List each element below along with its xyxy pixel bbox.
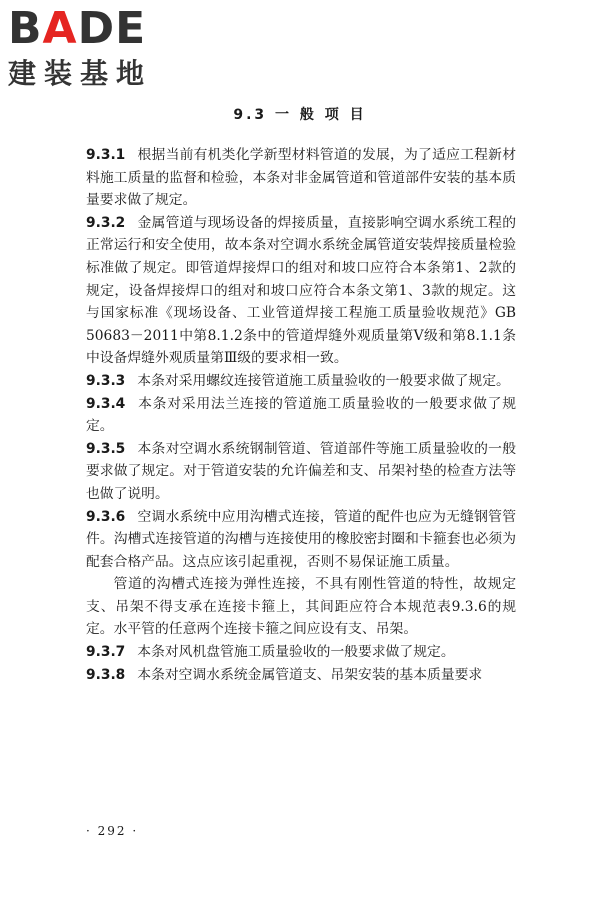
clause-text: 本条对空调水系统金属管道支、吊架安装的基本质量要求: [137, 666, 483, 683]
paragraph-9-3-5: [86, 438, 516, 506]
logo-letter-a: A: [42, 3, 78, 54]
logo-wordmark: [8, 3, 178, 54]
page-number: · 292 ·: [86, 824, 139, 838]
clause-number: 9.3.7: [86, 644, 126, 661]
document-body: [86, 144, 516, 686]
clause-number: 9.3.1: [86, 147, 126, 163]
paragraph-9-3-3: [86, 370, 516, 393]
clause-number: 9.3.4: [86, 395, 126, 412]
clause-number: 9.3.5: [86, 440, 126, 457]
clause-text: 本条对采用法兰连接的管道施工质量验收的一般要求做了规定。: [86, 395, 516, 435]
clause-text: 根据当前有机类化学新型材料管道的发展，为了适应工程新材料施工质量的监督和检验，本条对非金属管道和管道部件安装的基本质量要求做了规定。: [86, 147, 516, 209]
clause-number: 9.3.6: [86, 508, 126, 525]
clause-text: 本条对风机盘管施工质量验收的一般要求做了规定。: [137, 644, 455, 661]
paragraph-9-3-2: [86, 212, 516, 370]
clause-text: 本条对空调水系统钢制管道、管道部件等施工质量验收的一般要求做了规定。对于管道安装的允许偏差和支、吊架衬垫的检查方法等也做了说明。: [86, 440, 516, 502]
logo-letters-de: DE: [77, 3, 147, 54]
paragraph-9-3-4: [86, 393, 516, 438]
logo-tagline: 建装基地: [8, 57, 153, 90]
clause-number: 9.3.3: [86, 372, 126, 389]
clause-text: 空调水系统中应用沟槽式连接，管道的配件也应为无缝钢管管件。沟槽式连接管道的沟槽与连接使用的橡胶密封圈和卡箍套也必须为配套合格产品。这点应该引起重视，否则不易保证施工质量。: [86, 508, 516, 570]
paragraph-9-3-8: [86, 664, 516, 687]
brand-logo: [8, 3, 178, 92]
paragraph-9-3-1: [86, 144, 516, 212]
clause-text: 本条对采用螺纹连接管道施工质量验收的一般要求做了规定。: [137, 372, 510, 389]
clause-number: 9.3.2: [86, 214, 126, 231]
clause-text: 管道的沟槽式连接为弹性连接，不具有刚性管道的特性，故规定支、吊架不得支承在连接卡箍上，其间距应符合本规范表9.3.6的规定。水平管的任意两个连接卡箍之间应设有支、吊架。: [86, 576, 516, 638]
paragraph-9-3-7: [86, 641, 516, 664]
clause-text: 金属管道与现场设备的焊接质量，直接影响空调水系统工程的正常运行和安全使用，故本条对空调水系统金属管道安装焊接质量检验标准做了规定。即管道焊接焊口的组对和坡口应符合本条第1、2款的规定，设备焊接焊口的组对和坡口应符合本条文第1、3款的规定。这与国家标准《现场设备、工业管道焊接工程施工质量验收规范》GB 50683－2011中第8.1.2条中的管道焊缝外观质量第Ⅴ级和第8.1.1条中设备焊缝外观质量第Ⅲ级的要求相一致。: [86, 214, 516, 367]
section-title: 9.3 一 般 项 目: [233, 107, 367, 123]
paragraph-9-3-6: [86, 506, 516, 574]
logo-letter-b: B: [8, 3, 43, 54]
clause-number: 9.3.8: [86, 666, 126, 683]
paragraph-9-3-6-continued: [86, 573, 516, 641]
